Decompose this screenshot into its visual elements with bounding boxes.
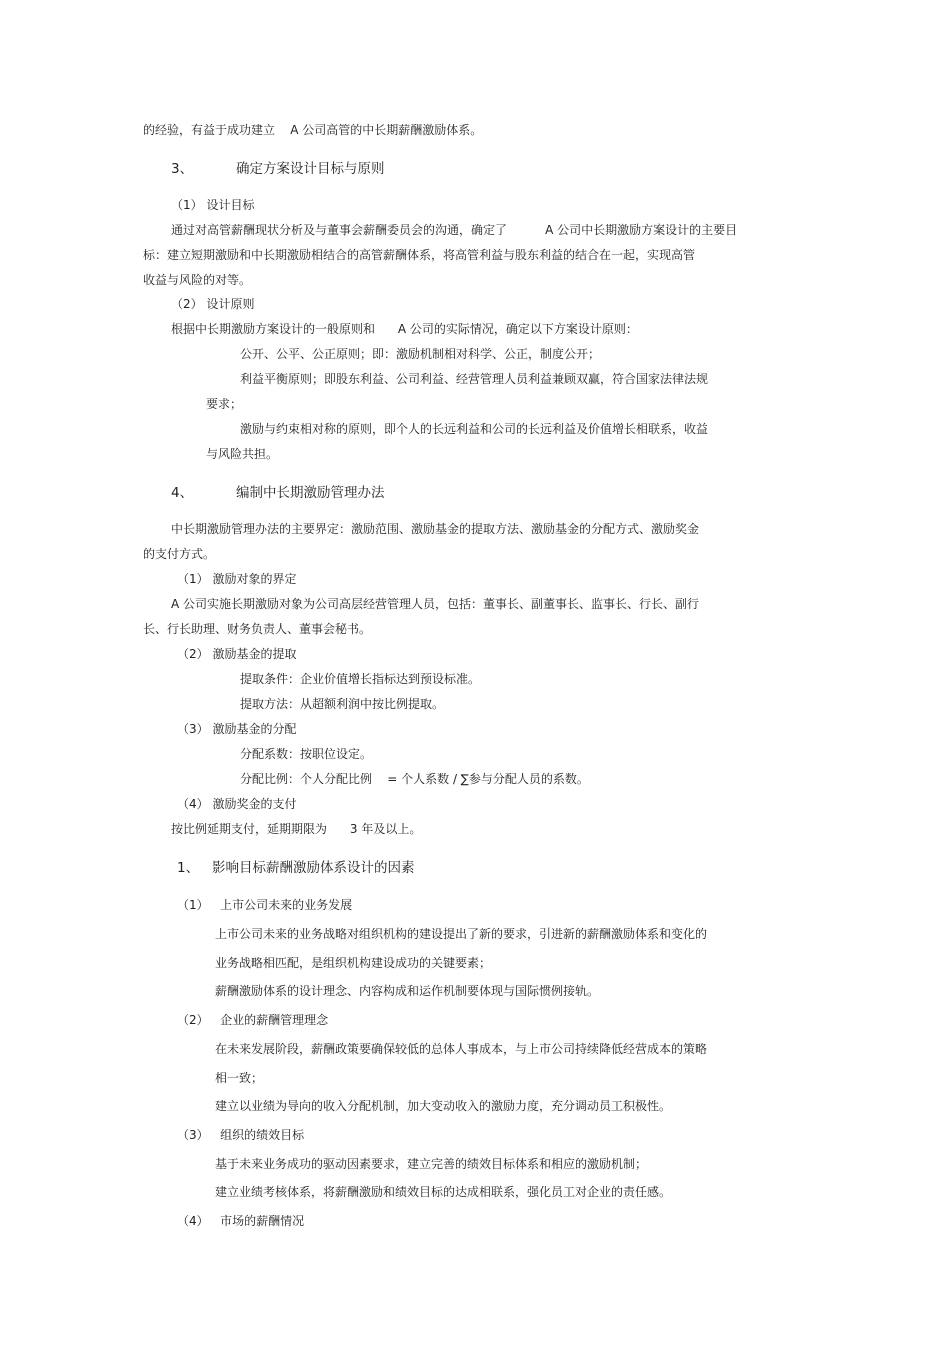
text-line: 中长期激励管理办法的主要界定：激励范围、激励基金的提取方法、激励基金的分配方式、激励奖金 xyxy=(171,522,700,536)
section-heading: 3、 确定方案设计目标与原则 xyxy=(171,161,385,177)
text-line: 根据中长期激励方案设计的一般原则和 A 公司的实际情况，确定以下方案设计原则： xyxy=(171,322,638,336)
text-line: 基于未来业务成功的驱动因素要求，建立完善的绩效目标体系和相应的激励机制； xyxy=(215,1157,648,1171)
text-line: 与风险共担。 xyxy=(206,447,279,461)
text-line: 提取条件：企业价值增长指标达到预设标准。 xyxy=(240,672,481,686)
text-line: 的经验，有益于成功建立 A 公司高管的中长期薪酬激励体系。 xyxy=(143,123,483,137)
text-line: 分配比例：个人分配比例 = 个人系数 / ∑参与分配人员的系数。 xyxy=(240,772,589,786)
text-line: 薪酬激励体系的设计理念、内容构成和运作机制要体现与国际惯例接轨。 xyxy=(215,984,600,998)
subheading: （3） 组织的绩效目标 xyxy=(177,1128,305,1142)
subheading: （1） 激励对象的界定 xyxy=(177,572,297,586)
text-line: 要求； xyxy=(206,397,243,411)
subheading: （2） 设计原则 xyxy=(171,297,255,311)
section-heading: 4、 编制中长期激励管理办法 xyxy=(171,485,385,501)
subheading: （1） 上市公司未来的业务发展 xyxy=(177,898,353,912)
subheading: （3） 激励基金的分配 xyxy=(177,722,297,736)
text-line: A 公司实施长期激励对象为公司高层经营管理人员，包括：董事长、副董事长、监事长、行长、副行 xyxy=(171,597,700,611)
text-line: 提取方法：从超额利润中按比例提取。 xyxy=(240,697,445,711)
subheading: （2） 企业的薪酬管理理念 xyxy=(177,1013,329,1027)
section-heading: 1、 影响目标薪酬激励体系设计的因素 xyxy=(177,860,415,876)
text-line: 分配系数：按职位设定。 xyxy=(240,747,373,761)
text-line: 建立业绩考核体系，将薪酬激励和绩效目标的达成相联系，强化员工对企业的责任感。 xyxy=(215,1185,672,1199)
text-line: 相一致； xyxy=(215,1071,264,1085)
subheading: （4） 市场的薪酬情况 xyxy=(177,1214,305,1228)
text-line: 激励与约束相对称的原则，即个人的长远利益和公司的长远利益及价值增长相联系，收益 xyxy=(240,422,709,436)
subheading: （2） 激励基金的提取 xyxy=(177,647,297,661)
text-line: 业务战略相匹配，是组织机构建设成功的关键要素； xyxy=(215,956,492,970)
text-line: 按比例延期支付，延期期限为 3 年及以上。 xyxy=(171,822,422,836)
text-line: 收益与风险的对等。 xyxy=(143,273,252,287)
text-line: 建立以业绩为导向的收入分配机制，加大变动收入的激励力度，充分调动员工积极性。 xyxy=(215,1099,672,1113)
text-line: 标：建立短期激励和中长期激励相结合的高管薪酬体系，将高管利益与股东利益的结合在一起，实现高管 xyxy=(143,248,696,262)
text-line: 长、行长助理、财务负责人、董事会秘书。 xyxy=(143,622,372,636)
text-line: 利益平衡原则；即股东利益、公司利益、经营管理人员利益兼顾双赢，符合国家法律法规 xyxy=(240,372,709,386)
text-line: 上市公司未来的业务战略对组织机构的建设提出了新的要求，引进新的薪酬激励体系和变化的 xyxy=(215,927,708,941)
text-line: 在未来发展阶段，薪酬政策要确保较低的总体人事成本，与上市公司持续降低经营成本的策略 xyxy=(215,1042,708,1056)
subheading: （1） 设计目标 xyxy=(171,198,255,212)
text-line: 的支付方式。 xyxy=(143,547,216,561)
text-line: 通过对高管薪酬现状分析及与董事会薪酬委员会的沟通，确定了 A 公司中长期激励方案设计的主要目 xyxy=(171,223,738,237)
subheading: （4） 激励奖金的支付 xyxy=(177,797,297,811)
text-line: 公开、公平、公正原则；即：激励机制相对科学、公正，制度公开； xyxy=(240,347,601,361)
